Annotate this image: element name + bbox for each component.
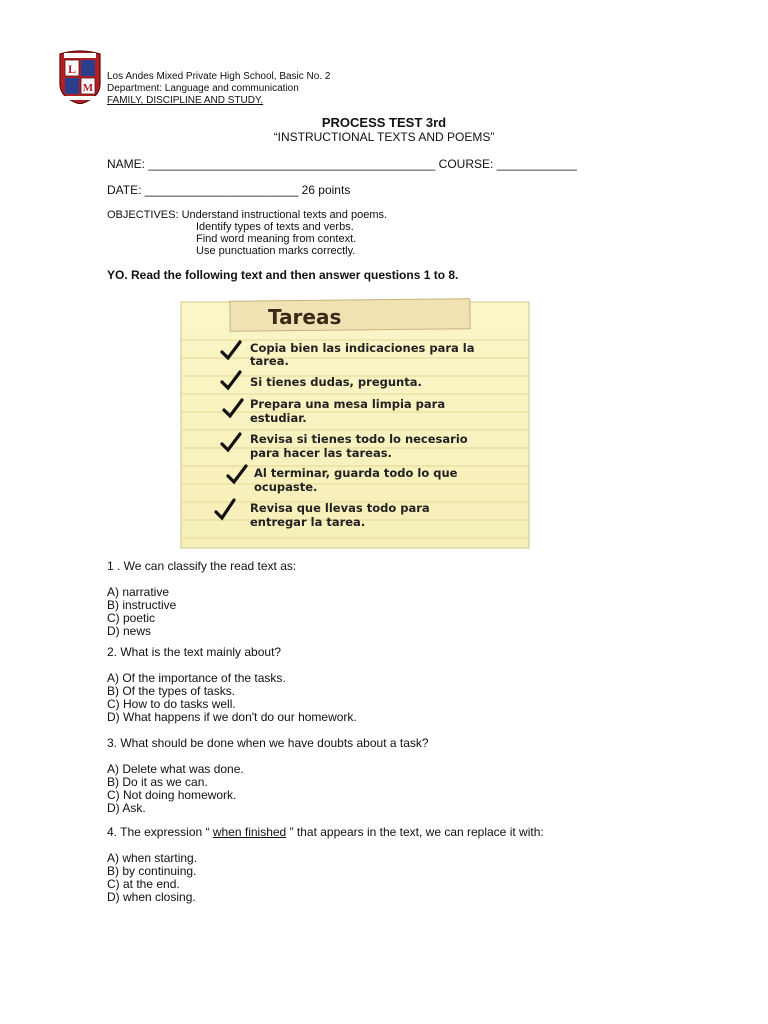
answer-option: A) Of the importance of the tasks. bbox=[107, 671, 286, 685]
note-line: Al terminar, guarda todo lo que bbox=[254, 466, 458, 480]
note-line: Revisa si tienes todo lo necesario bbox=[250, 432, 468, 446]
school-crest-logo bbox=[58, 48, 102, 104]
note-line: Prepara una mesa limpia para bbox=[250, 397, 446, 411]
school-motto: FAMILY, DISCIPLINE AND STUDY. bbox=[107, 95, 264, 106]
note-title: Tareas bbox=[268, 305, 342, 329]
underlined-expression: when finished bbox=[212, 825, 287, 839]
question-text: 3. What should be done when we have doubts about a task? bbox=[107, 736, 429, 750]
answer-option: B) instructive bbox=[107, 598, 177, 612]
name-course-field: NAME: ___________________________________________ COURSE: ____________ bbox=[107, 157, 577, 171]
note-line: tarea. bbox=[250, 354, 289, 368]
answer-option: C) at the end. bbox=[107, 877, 180, 891]
answer-option: D) when closing. bbox=[107, 890, 196, 904]
objectives-block bbox=[107, 209, 387, 257]
answer-option: A) Delete what was done. bbox=[107, 762, 244, 776]
note-line: entregar la tarea. bbox=[250, 515, 366, 529]
page-subtitle: “INSTRUCTIONAL TEXTS AND POEMS” bbox=[273, 130, 495, 144]
page-title: PROCESS TEST 3rd bbox=[321, 115, 447, 130]
tareas-note-image bbox=[178, 298, 532, 550]
department-line: Department: Language and communication bbox=[107, 83, 299, 94]
objective-item: Understand instructional texts and poems. bbox=[181, 209, 388, 221]
note-line: Si tienes dudas, pregunta. bbox=[250, 375, 422, 389]
answer-option: B) Do it as we can. bbox=[107, 775, 208, 789]
answer-option: D) news bbox=[107, 624, 152, 638]
question-text bbox=[107, 826, 544, 839]
svg-text:L: L bbox=[67, 62, 77, 76]
school-name: Los Andes Mixed Private High School, Basic No. 2 bbox=[107, 71, 331, 82]
objective-item: Use punctuation marks correctly. bbox=[196, 245, 356, 257]
answer-option: C) poetic bbox=[107, 611, 156, 625]
objective-item: Identify types of texts and verbs. bbox=[196, 221, 354, 233]
answer-option: C) How to do tasks well. bbox=[107, 697, 236, 711]
objective-item: Find word meaning from context. bbox=[196, 233, 357, 245]
answer-option: A) narrative bbox=[107, 585, 170, 599]
answer-option: B) Of the types of tasks. bbox=[107, 684, 236, 698]
objectives-label: OBJECTIVES: bbox=[107, 209, 179, 221]
question-text: 2. What is the text mainly about? bbox=[107, 645, 282, 659]
note-line: estudiar. bbox=[250, 411, 307, 425]
note-line: Copia bien las indicaciones para la bbox=[250, 341, 475, 355]
question-4 bbox=[107, 826, 544, 904]
question-3 bbox=[107, 737, 429, 815]
answer-option: C) Not doing homework. bbox=[107, 788, 237, 802]
question-2 bbox=[107, 646, 357, 724]
reading-instruction: YO. Read the following text and then answer questions 1 to 8. bbox=[107, 268, 459, 282]
answer-option: B) by continuing. bbox=[107, 864, 197, 878]
note-line: para hacer las tareas. bbox=[250, 446, 392, 460]
school-header bbox=[107, 71, 330, 107]
svg-text:M: M bbox=[82, 82, 94, 94]
question-text: 1 . We can classify the read text as: bbox=[107, 559, 297, 573]
note-line: ocupaste. bbox=[254, 480, 318, 494]
answer-option: D) What happens if we don't do our homework. bbox=[107, 710, 357, 724]
question-text-part: 4. The expression “ bbox=[107, 825, 213, 839]
note-line: Revisa que llevas todo para bbox=[250, 501, 430, 515]
question-text-part: ” that appears in the text, we can replace it with: bbox=[286, 825, 544, 839]
answer-option: A) when starting. bbox=[107, 851, 198, 865]
question-1 bbox=[107, 560, 296, 638]
answer-option: D) Ask. bbox=[107, 801, 146, 815]
date-points-field: DATE: _______________________ 26 points bbox=[107, 183, 351, 197]
